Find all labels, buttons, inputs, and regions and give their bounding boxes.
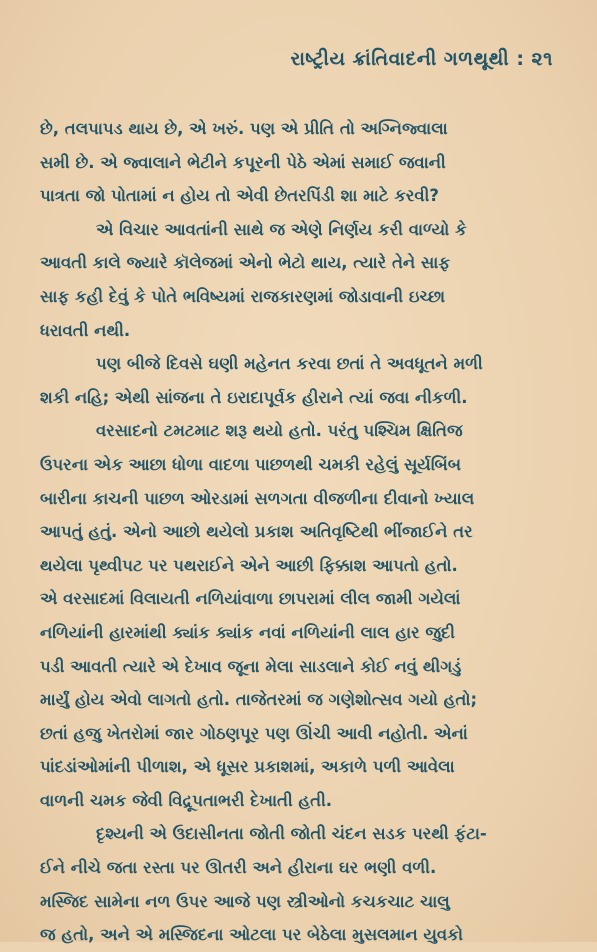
running-head-title: રાષ્ટ્રીય ક્રાંતિવાદની ગળથૂથી : ૨૧ xyxy=(290,48,553,70)
text-line: મસ્જિદ સામેના નળ ઉપર આજે પણ સ્ત્રીઓનો કચકચાટ ચાલુ xyxy=(40,891,450,911)
text-line: વરસાદનો ટમટમાટ શરૂ થયો હતો. પરંતુ પશ્ચિમ ક્ષિતિજ xyxy=(96,421,463,441)
text-line: જ હતો, અને એ મસ્જિદના ઓટલા પર બેઠેલા મુસલમાન યુવકો xyxy=(40,925,463,945)
text-line: વાળની ચમક જેવી વિદ્રૂપતાભરી દેખાતી હતી. xyxy=(40,790,333,810)
text-line: માર્યું હોય એવો લાગતો હતો. તાજેતરમાં જ ગણેશોત્સવ ગયો હતો; xyxy=(40,690,478,710)
body-text xyxy=(40,112,560,952)
text-line: આવતી કાલે જ્યારે કૉલેજમાં એનો ભેટો થાય, ત્યારે તેને સાફ xyxy=(40,253,451,273)
text-line: ઈને નીચે જતા રસ્તા પર ઊતરી અને હીરાના ઘર ભણી વળી. xyxy=(40,858,437,878)
text-line: સાફ કહી દેવું કે પોતે ભવિષ્યમાં રાજકારણમાં જોડાવાની ઇચ્છા xyxy=(40,286,446,306)
text-line: પાંદડાંઓમાંની પીળાશ, એ ધૂસર પ્રકાશમાં, અકાળે પળી આવેલા xyxy=(40,757,455,777)
text-line: થયેલા પૃથ્વીપટ પર પથરાઈને એને આછી ફિક્કાશ આપતો હતો. xyxy=(40,555,458,575)
text-line: નળિયાંની હારમાંથી ક્યાંક ક્યાંક નવાં નળિયાંની લાલ હાર જુદી xyxy=(40,622,455,642)
text-line: ધરાવતી નથી. xyxy=(40,320,131,340)
text-line: પડી આવતી ત્યારે એ દેખાવ જૂના મેલા સાડલાને કોઈ નવું થીગડું xyxy=(40,656,462,676)
text-line: શકી નહિ; એથી સાંજના તે ઇરાદાપૂર્વક હીરાને ત્યાં જવા નીકળી. xyxy=(40,387,468,407)
text-line: એ વિચાર આવતાંની સાથે જ એણે નિર્ણય કરી વાળ્યો કે xyxy=(96,219,467,239)
text-line: સમી છે. એ જ્વાલાને ભેટીને કપૂરની પેઠે એમાં સમાઈ જવાની xyxy=(40,152,446,172)
text-line: છે, તલપાપડ થાય છે, એ ખરું. પણ એ પ્રીતિ તો અગ્નિજ્વાલા xyxy=(40,119,448,138)
text-line: આપતું હતું. એનો આછો થયેલો પ્રકાશ અતિવૃષ્ટિથી ભીંજાઈને તર xyxy=(40,522,473,542)
text-line: ઉપરના એક આછા ધોળા વાદળા પાછળથી ચમકી રહેલું સૂર્યબિંબ xyxy=(40,454,462,474)
text-line: પાત્રતા જો પોતામાં ન હોય તો એવી છેતરપિંડી શા માટે કરવી? xyxy=(40,186,439,206)
text-line: છતાં હજુ ખેતરોમાં જાર ગોઠણપૂર પણ ઊંચી આવી નહોતી. એનાં xyxy=(40,723,468,743)
text-line: બારીના કાચની પાછળ ઓરડામાં સળગતા વીજળીના દીવાનો ખ્યાલ xyxy=(40,488,475,508)
text-line: પણ બીજે દિવસે ઘણી મહેનત કરવા છતાં તે અવધૂતને મળી xyxy=(96,354,483,374)
text-line: એ વરસાદમાં વિલાયતી નળિયાંવાળા છાપરામાં લીલ જામી ગયેલાં xyxy=(40,589,461,609)
text-line: દૃશ્યની એ ઉદાસીનતા જોતી જોતી ચંદન સડક પરથી ફંટા- xyxy=(96,824,487,844)
